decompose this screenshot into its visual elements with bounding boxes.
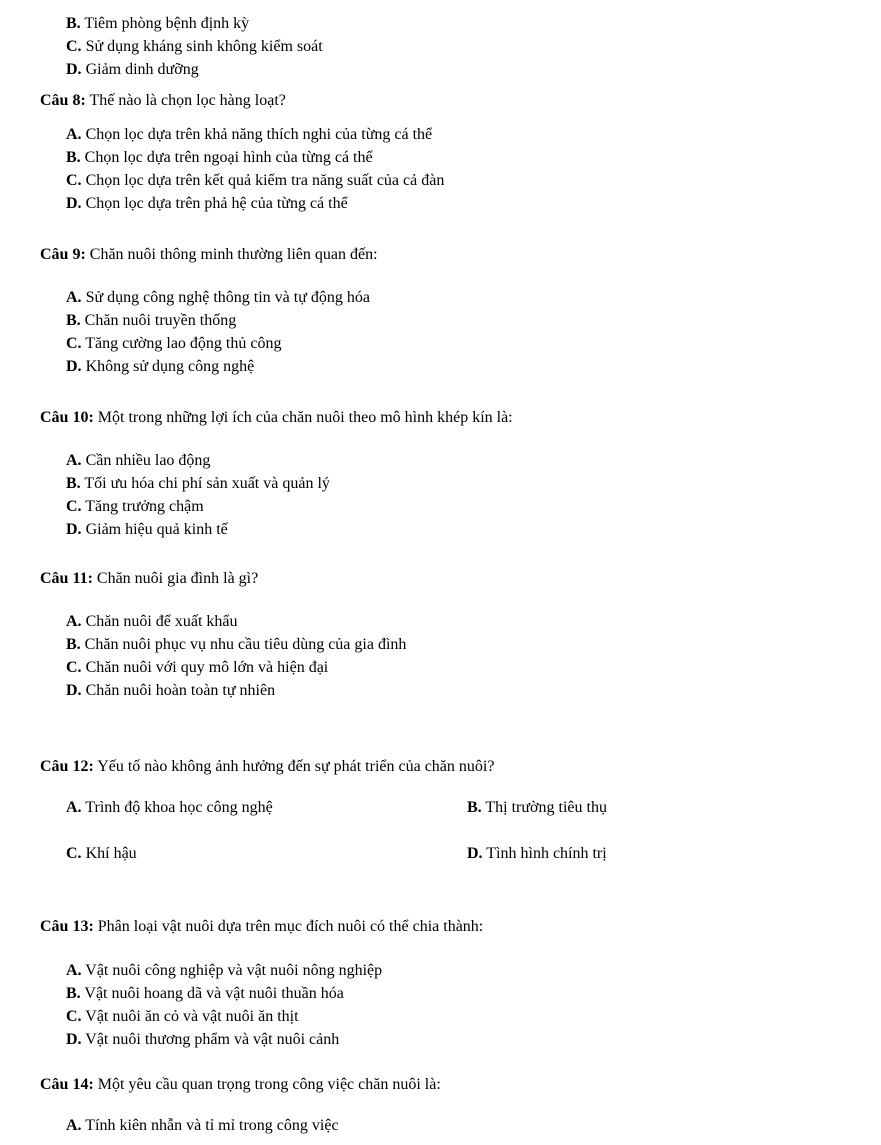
question-label: Câu 10: [40,409,94,426]
option-text: Trình độ khoa học công nghệ [81,799,273,816]
option-letter: A. [66,126,82,143]
q11-option-a [66,611,238,633]
question-label: Câu 11: [40,570,93,587]
q9-option-d [66,356,254,378]
q13-option-d [66,1029,339,1051]
option-text: Tính kiên nhẫn và tỉ mỉ trong công việc [81,1117,339,1134]
option-text: Chăn nuôi truyền thống [80,312,237,329]
option-text: Khí hậu [81,845,137,862]
option-text: Thị trường tiêu thụ [481,799,607,816]
q13-option-c [66,1006,299,1028]
question-text: Thế nào là chọn lọc hàng loạt? [85,92,286,109]
question-8 [40,90,286,112]
q12-option-b [467,797,607,819]
option-letter: D. [66,682,82,699]
option-text: Chọn lọc dựa trên phả hệ của từng cá thể [81,195,348,212]
question-text: Một yêu cầu quan trọng trong công việc chăn nuôi là: [93,1076,441,1093]
option-letter: C. [66,335,82,352]
q11-option-c [66,657,328,679]
q10-option-d [66,519,228,541]
question-text: Một trong những lợi ích của chăn nuôi theo mô hình khép kín là: [93,409,513,426]
option-letter: C. [66,1008,82,1025]
question-10 [40,407,513,429]
q9-option-a [66,287,370,309]
q11-option-b [66,634,406,656]
q8-option-b [66,147,373,169]
option-letter: A. [66,962,82,979]
option-text: Tăng trưởng chậm [81,498,204,515]
option-text: Vật nuôi hoang dã và vật nuôi thuần hóa [80,985,344,1002]
question-label: Câu 14: [40,1076,94,1093]
question-13 [40,916,483,938]
q8-option-a [66,124,432,146]
option-letter: C. [66,172,82,189]
question-14 [40,1074,441,1096]
q8-option-c [66,170,444,192]
q14-option-a [66,1115,339,1137]
question-label: Câu 13: [40,918,94,935]
q12-option-a [66,797,273,819]
option-letter: D. [66,358,82,375]
q12-option-d [467,843,607,865]
question-11 [40,568,258,590]
q13-option-a [66,960,382,982]
option-letter: B. [66,312,81,329]
option-text: Chọn lọc dựa trên khả năng thích nghi của từng cá thể [81,126,433,143]
q12-option-c [66,843,137,865]
option-letter: A. [66,452,82,469]
option-letter: C. [66,498,82,515]
option-text: Sử dụng công nghệ thông tin và tự động hóa [81,289,370,306]
option-text: Chăn nuôi phục vụ nhu cầu tiêu dùng của gia đình [80,636,407,653]
option-letter: C. [66,659,82,676]
prev-option-c [66,36,323,58]
option-letter: D. [66,61,82,78]
question-label: Câu 8: [40,92,86,109]
question-12 [40,756,494,778]
option-letter: B. [66,636,81,653]
option-text: Tăng cường lao động thủ công [81,335,282,352]
q10-option-a [66,450,210,472]
option-text: Không sử dụng công nghệ [81,358,255,375]
option-letter: B. [66,475,81,492]
option-letter: B. [66,149,81,166]
option-letter: A. [66,799,82,816]
question-text: Phân loại vật nuôi dựa trên mục đích nuôi có thể chia thành: [93,918,484,935]
prev-option-b [66,13,249,35]
option-letter: B. [467,799,482,816]
option-text: Tối ưu hóa chi phí sản xuất và quản lý [80,475,330,492]
option-text: Vật nuôi ăn cỏ và vật nuôi ăn thịt [81,1008,299,1025]
q11-option-d [66,680,275,702]
option-text: Chăn nuôi với quy mô lớn và hiện đại [81,659,329,676]
option-text: Chọn lọc dựa trên kết quả kiểm tra năng suất của cả đàn [81,172,445,189]
option-letter: A. [66,289,82,306]
option-text: Chọn lọc dựa trên ngoại hình của từng cá thể [80,149,373,166]
option-letter: C. [66,38,82,55]
prev-option-d [66,59,199,81]
option-letter: C. [66,845,82,862]
option-text: Chăn nuôi hoàn toàn tự nhiên [81,682,276,699]
option-letter: D. [66,195,82,212]
option-text: Sử dụng kháng sinh không kiểm soát [81,38,323,55]
option-text: Vật nuôi công nghiệp và vật nuôi nông nghiệp [81,962,383,979]
q9-option-c [66,333,281,355]
question-text: Chăn nuôi thông minh thường liên quan đến: [85,246,378,263]
option-text: Tiêm phòng bệnh định kỳ [80,15,250,32]
option-text: Chăn nuôi để xuất khẩu [81,613,238,630]
question-text: Chăn nuôi gia đình là gì? [92,570,259,587]
option-letter: A. [66,1117,82,1134]
question-text: Yếu tố nào không ảnh hưởng đến sự phát triển của chăn nuôi? [93,758,495,775]
question-label: Câu 12: [40,758,94,775]
option-letter: D. [66,521,82,538]
option-text: Vật nuôi thương phẩm và vật nuôi cảnh [81,1031,340,1048]
option-letter: B. [66,985,81,1002]
option-letter: D. [467,845,483,862]
q9-option-b [66,310,236,332]
option-letter: A. [66,613,82,630]
option-text: Giảm hiệu quả kinh tế [81,521,228,538]
q13-option-b [66,983,344,1005]
option-letter: B. [66,15,81,32]
question-label: Câu 9: [40,246,86,263]
option-text: Tình hình chính trị [482,845,607,862]
question-9 [40,244,378,266]
option-text: Giảm dinh dưỡng [81,61,199,78]
q10-option-b [66,473,330,495]
option-text: Cần nhiều lao động [81,452,211,469]
q8-option-d [66,193,348,215]
q10-option-c [66,496,204,518]
option-letter: D. [66,1031,82,1048]
